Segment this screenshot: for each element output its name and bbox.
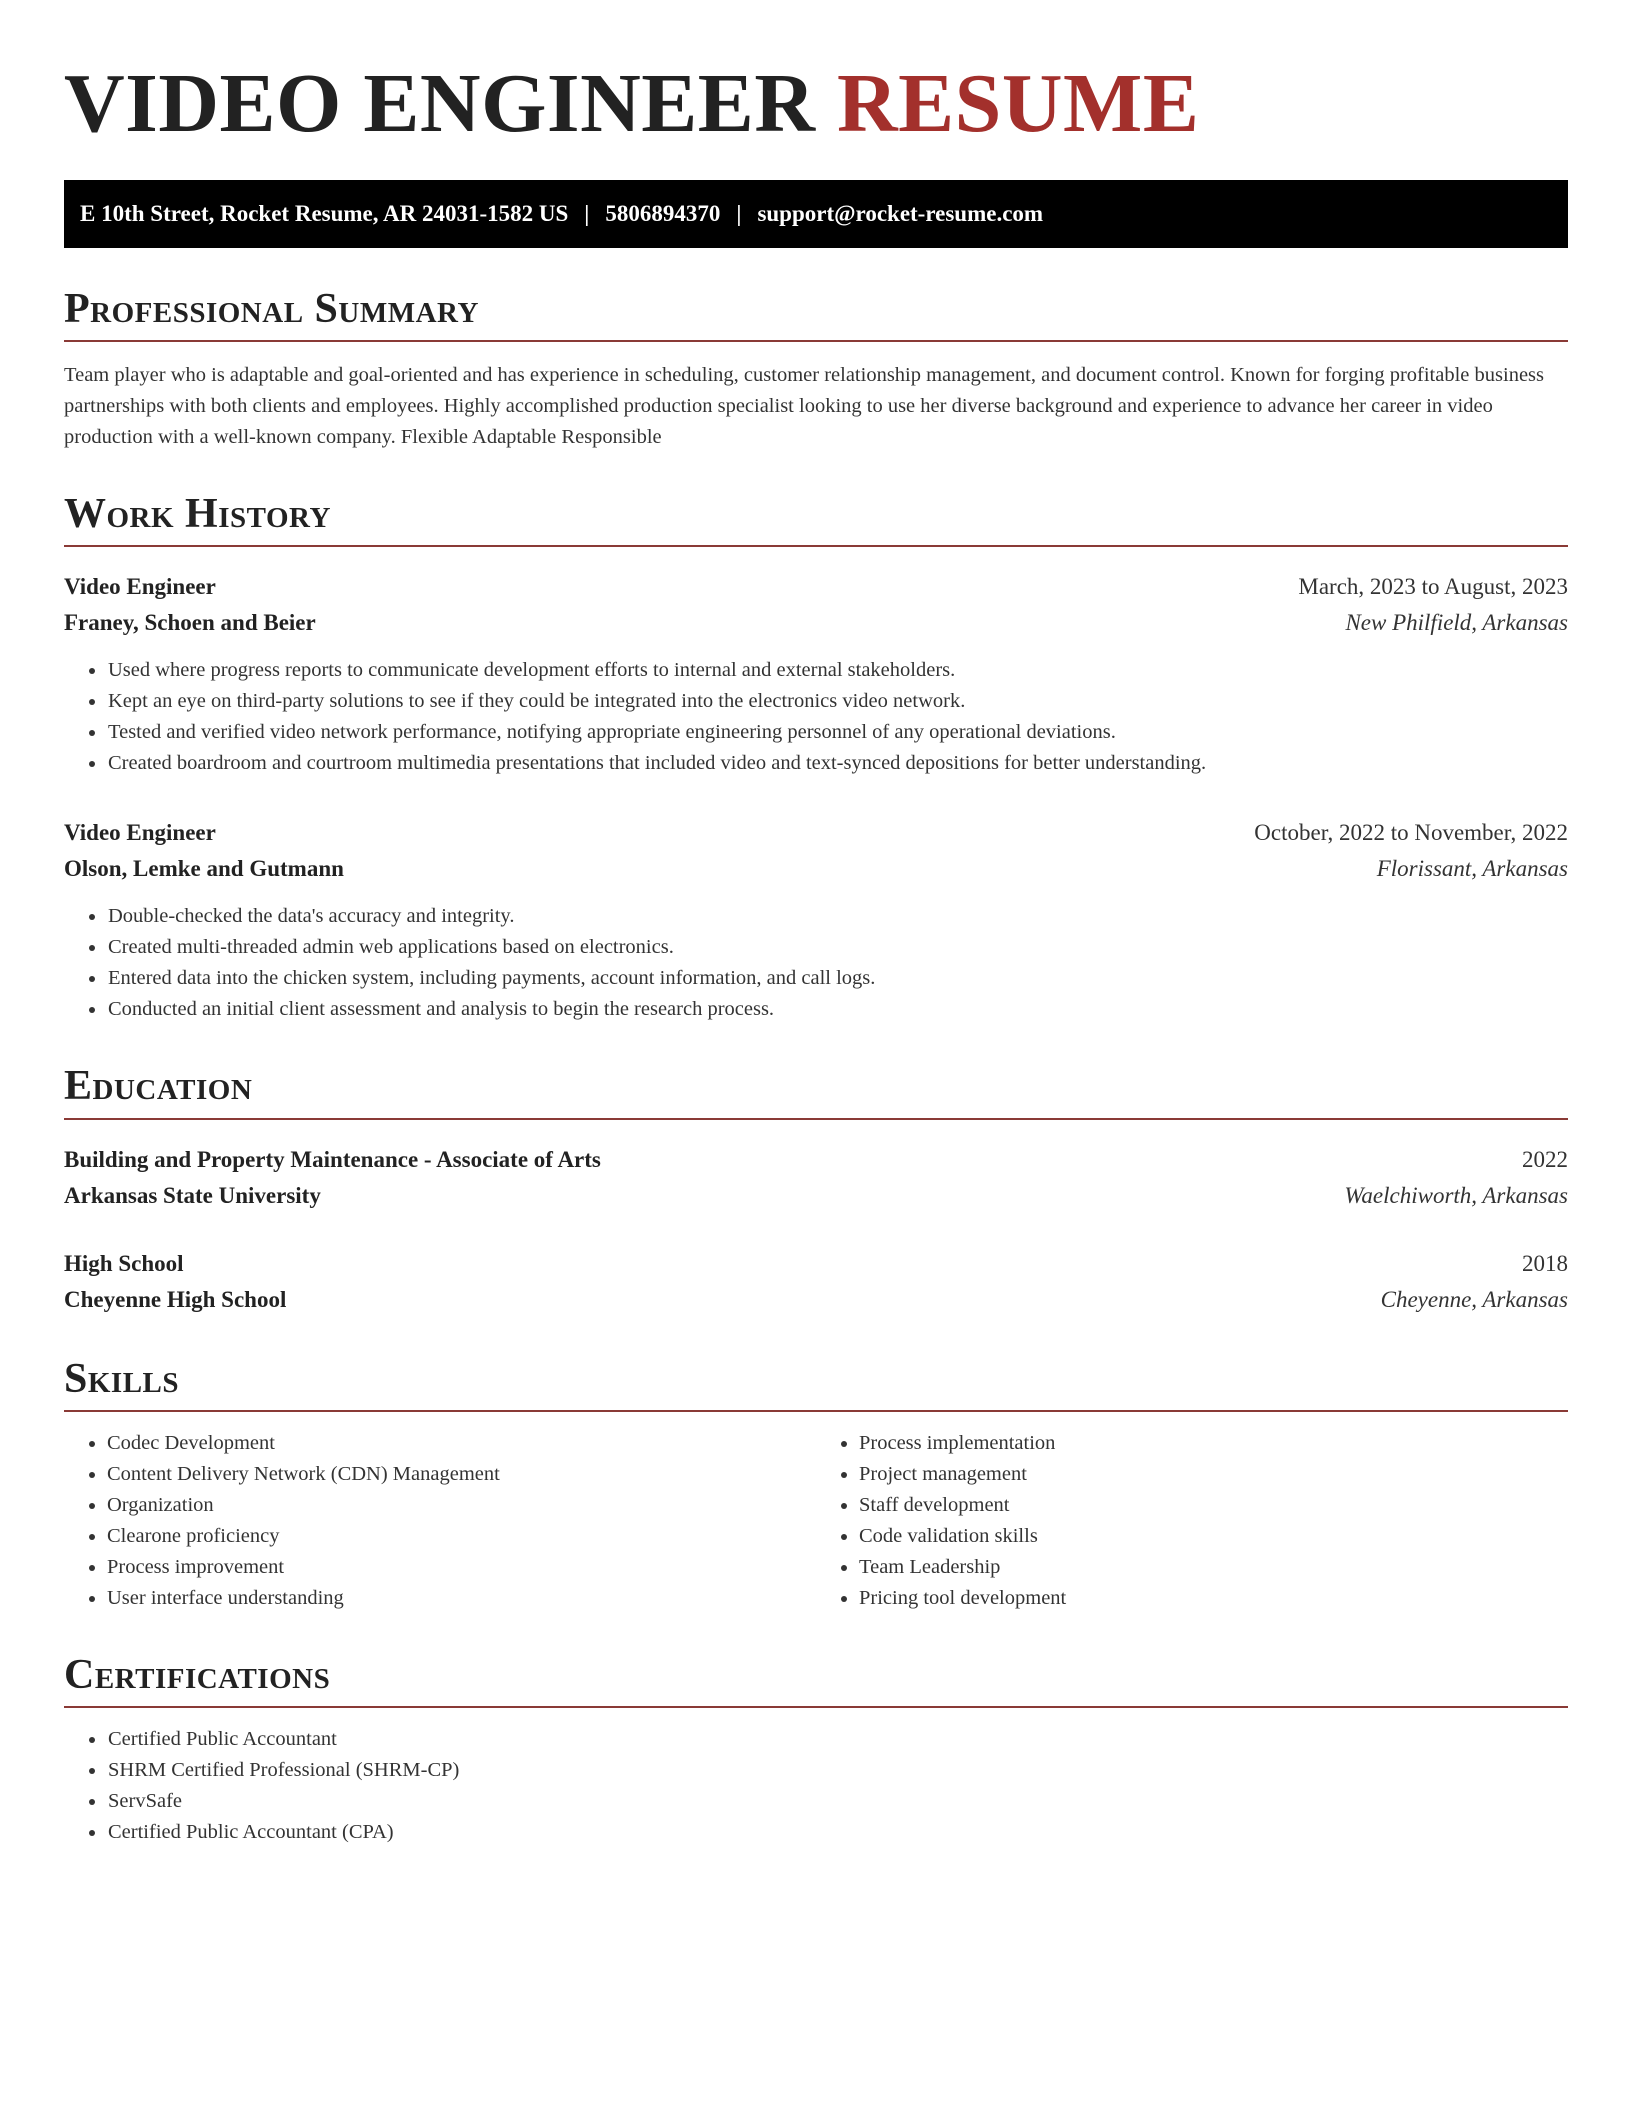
skill-item: • Content Delivery Network (CDN) Management	[107, 1459, 816, 1490]
section-heading-education: Education	[64, 1063, 1568, 1119]
job-bullet: • Entered data into the chicken system, including payments, account information, and call logs.	[107, 963, 1568, 994]
job-entry	[64, 569, 1568, 779]
skills-left-column	[64, 1428, 816, 1614]
skill-item: • Organization	[107, 1490, 816, 1521]
job-row	[64, 851, 1568, 887]
contact-phone[interactable]: 5806894370	[605, 201, 721, 226]
education-school: Cheyenne High School	[64, 1286, 287, 1312]
resume-title	[64, 57, 1568, 150]
skill-item: • Clearone proficiency	[107, 1521, 816, 1552]
job-bullet: • Double-checked the data's accuracy and integrity.	[107, 901, 1568, 932]
education-location: Cheyenne, Arkansas	[1380, 1286, 1568, 1312]
skill-item: • Codec Development	[107, 1428, 816, 1459]
job-bullets	[64, 655, 1568, 779]
job-bullet: • Conducted an initial client assessment and analysis to begin the research process.	[107, 994, 1568, 1025]
skill-item: • Pricing tool development	[859, 1583, 1568, 1614]
skill-item: • Team Leadership	[859, 1552, 1568, 1583]
certification-item: • ServSafe	[107, 1786, 1568, 1817]
education-degree: Building and Property Maintenance - Associate of Arts	[64, 1146, 601, 1172]
education-year: 2022	[1522, 1146, 1568, 1172]
contact-separator: |	[584, 201, 590, 226]
skill-item: • Process implementation	[859, 1428, 1568, 1459]
job-row	[64, 815, 1568, 851]
education-row	[64, 1178, 1568, 1214]
section-heading-certifications: Certifications	[64, 1652, 1568, 1708]
section-heading-summary: Professional Summary	[64, 286, 1568, 342]
education-entry	[64, 1142, 1568, 1214]
job-row	[64, 605, 1568, 641]
contact-separator: |	[736, 201, 742, 226]
skill-item: • Project management	[859, 1459, 1568, 1490]
contact-bar	[64, 180, 1568, 248]
job-row	[64, 569, 1568, 605]
job-location: New Philfield, Arkansas	[1345, 610, 1568, 636]
certification-item: • Certified Public Accountant (CPA)	[107, 1817, 1568, 1848]
title-accent: RESUME	[836, 57, 1200, 150]
section-heading-skills: Skills	[64, 1356, 1568, 1412]
certification-item: • Certified Public Accountant	[107, 1724, 1568, 1755]
certification-item: • SHRM Certified Professional (SHRM-CP)	[107, 1755, 1568, 1786]
education-year: 2018	[1522, 1250, 1568, 1276]
education-school: Arkansas State University	[64, 1182, 321, 1208]
education-entry	[64, 1246, 1568, 1318]
skills-columns	[64, 1428, 1568, 1614]
education-row	[64, 1246, 1568, 1282]
job-bullet: • Created multi-threaded admin web applications based on electronics.	[107, 932, 1568, 963]
summary-text: Team player who is adaptable and goal-oriented and has experience in scheduling, customer relationship management, and document control. Known for forging profitable business partnerships with both clients and employees. Highly accomplished production specialist looking to use her diverse background and experience to advance her career in video production with a well-known company. Flexible Adaptable Responsible	[64, 364, 1545, 449]
section-heading-work: Work History	[64, 491, 1568, 547]
skills-right-column	[816, 1428, 1568, 1614]
skill-item: • Code validation skills	[859, 1521, 1568, 1552]
job-dates: March, 2023 to August, 2023	[1298, 574, 1568, 600]
skill-item: • User interface understanding	[107, 1583, 816, 1614]
education-location: Waelchiworth, Arkansas	[1344, 1182, 1568, 1208]
job-company: Franey, Schoen and Beier	[64, 610, 316, 636]
education-list	[64, 1142, 1568, 1318]
title-main: VIDEO ENGINEER	[64, 57, 816, 150]
skill-item: • Staff development	[859, 1490, 1568, 1521]
job-bullet: • Kept an eye on third-party solutions to see if they could be integrated into the electronics video network.	[107, 686, 1568, 717]
contact-address: E 10th Street, Rocket Resume, AR 24031-1582 US	[80, 201, 569, 226]
education-row	[64, 1142, 1568, 1178]
certification-list	[64, 1724, 1568, 1848]
contact-email[interactable]: support@rocket-resume.com	[757, 201, 1044, 226]
education-row	[64, 1282, 1568, 1318]
job-bullets	[64, 901, 1568, 1025]
job-entry	[64, 815, 1568, 1025]
skill-item: • Process improvement	[107, 1552, 816, 1583]
job-bullet: • Used where progress reports to communicate development efforts to internal and external stakeholders.	[107, 655, 1568, 686]
job-title: Video Engineer	[64, 574, 216, 600]
education-degree: High School	[64, 1250, 184, 1276]
job-location: Florissant, Arkansas	[1376, 856, 1568, 882]
job-bullet: • Created boardroom and courtroom multimedia presentations that included video and text-synced depositions for better understanding.	[107, 748, 1568, 779]
job-title: Video Engineer	[64, 820, 216, 846]
job-dates: October, 2022 to November, 2022	[1254, 820, 1568, 846]
job-bullet: • Tested and verified video network performance, notifying appropriate engineering personnel of any operational deviations.	[107, 717, 1568, 748]
job-company: Olson, Lemke and Gutmann	[64, 856, 344, 882]
